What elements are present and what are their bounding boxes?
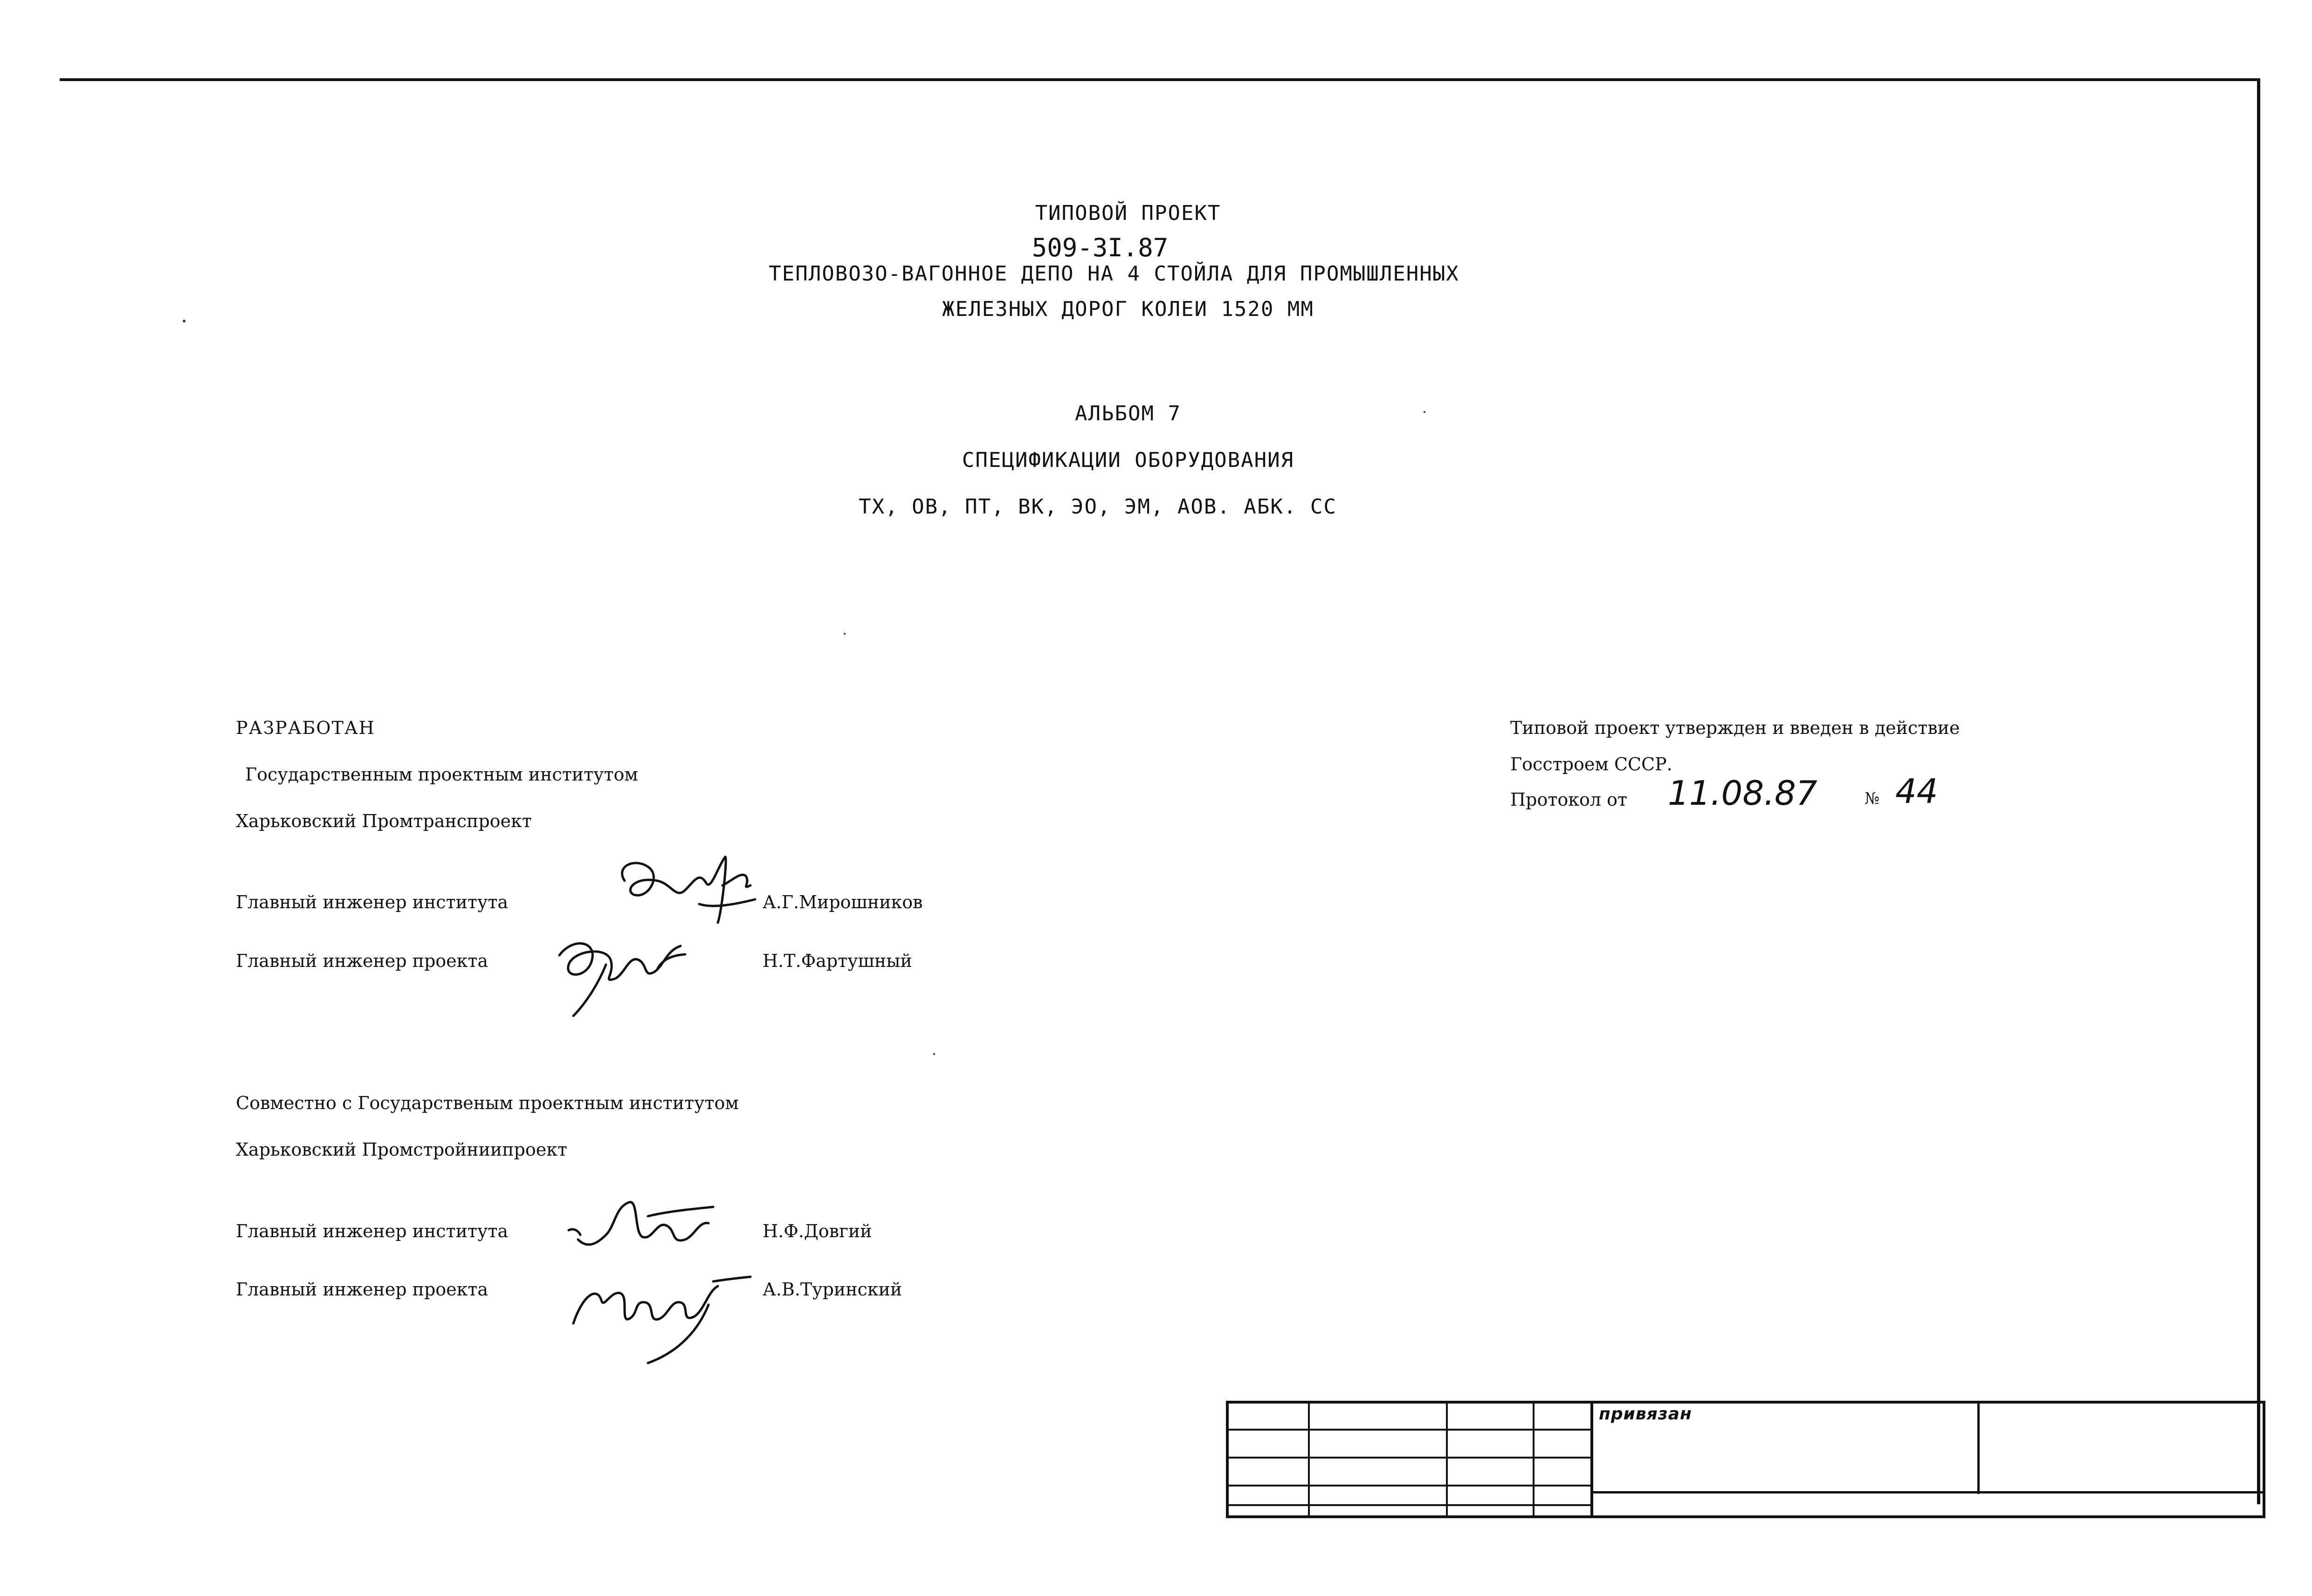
project-number: 509-3I.87 — [1032, 233, 1169, 262]
stamp-col — [1226, 1401, 1310, 1518]
project-type: ТИПОВОЙ ПРОЕКТ — [1035, 201, 1221, 225]
stamp-row — [1226, 1457, 1593, 1459]
stamp-row — [1226, 1504, 1593, 1506]
stamp-col — [1533, 1401, 1593, 1518]
stamp-row — [1226, 1429, 1593, 1431]
protocol-label: Протокол от — [1510, 789, 1627, 810]
signature-turinsky — [559, 1258, 755, 1370]
stamp-col — [1308, 1401, 1448, 1518]
developer-heading: РАЗРАБОТАН — [236, 718, 375, 738]
protocol-number-label: № — [1865, 789, 1880, 808]
scan-speck — [844, 633, 846, 635]
co-developer-institute-line2: Харьковский Промстройниипроект — [236, 1139, 568, 1160]
album-sections: ТХ, ОВ, ПТ, ВК, ЭО, ЭМ, АОВ. АБК. СС — [859, 495, 1337, 519]
developer-signer-name: Н.Т.Фартушный — [763, 951, 912, 971]
developer-institute-line1: Государственным проектным институтом — [245, 764, 638, 785]
stamp-bound-label: привязан — [1599, 1404, 1692, 1424]
developer-signer-role: Главный инженер проекта — [236, 951, 489, 971]
frame-right-border — [2257, 78, 2260, 1504]
co-developer-signer-role: Главный инженер проекта — [236, 1279, 489, 1300]
signature-dovgiy — [559, 1184, 727, 1267]
scan-speck — [183, 320, 186, 322]
signature-mirosnikov — [606, 839, 764, 932]
developer-signer-role: Главный инженер института — [236, 892, 508, 912]
protocol-date: 11.08.87 — [1668, 774, 1817, 813]
title-block-stamp — [1226, 1401, 2265, 1518]
stamp-row — [1226, 1485, 1593, 1486]
stamp-divider — [1977, 1401, 1980, 1494]
project-title-line1: ТЕПЛОВОЗО-ВАГОННОЕ ДЕПО НА 4 СТОЙЛА ДЛЯ ПРОМЫШЛЕННЫХ — [769, 262, 1459, 286]
protocol-number: 44 — [1895, 772, 1938, 811]
scan-speck — [933, 1053, 935, 1055]
co-developer-signer-name: А.В.Туринский — [763, 1279, 902, 1300]
stamp-col — [1446, 1401, 1534, 1518]
developer-institute-line2: Харьковский Промтранспроект — [236, 811, 532, 831]
stamp-divider — [1593, 1491, 2265, 1494]
album-title: АЛЬБОМ 7 — [1075, 402, 1181, 425]
approval-line1: Типовой проект утвержден и введен в действие — [1510, 718, 1960, 738]
co-developer-signer-role: Главный инженер института — [236, 1221, 508, 1241]
co-developer-institute-line1: Совместно с Государственым проектным институтом — [236, 1093, 739, 1113]
developer-signer-name: А.Г.Мирошников — [763, 892, 923, 912]
approval-line2: Госстроем СССР. — [1510, 754, 1672, 774]
signature-fartushny — [545, 927, 704, 1021]
project-title-line2: ЖЕЛЕЗНЫХ ДОРОГ КОЛЕИ 1520 ММ — [942, 297, 1314, 321]
co-developer-signer-name: Н.Ф.Довгий — [763, 1221, 872, 1241]
scan-speck — [1424, 411, 1425, 413]
frame-top-border — [60, 78, 2260, 81]
album-subject: СПЕЦИФИКАЦИИ ОБОРУДОВАНИЯ — [962, 448, 1294, 472]
